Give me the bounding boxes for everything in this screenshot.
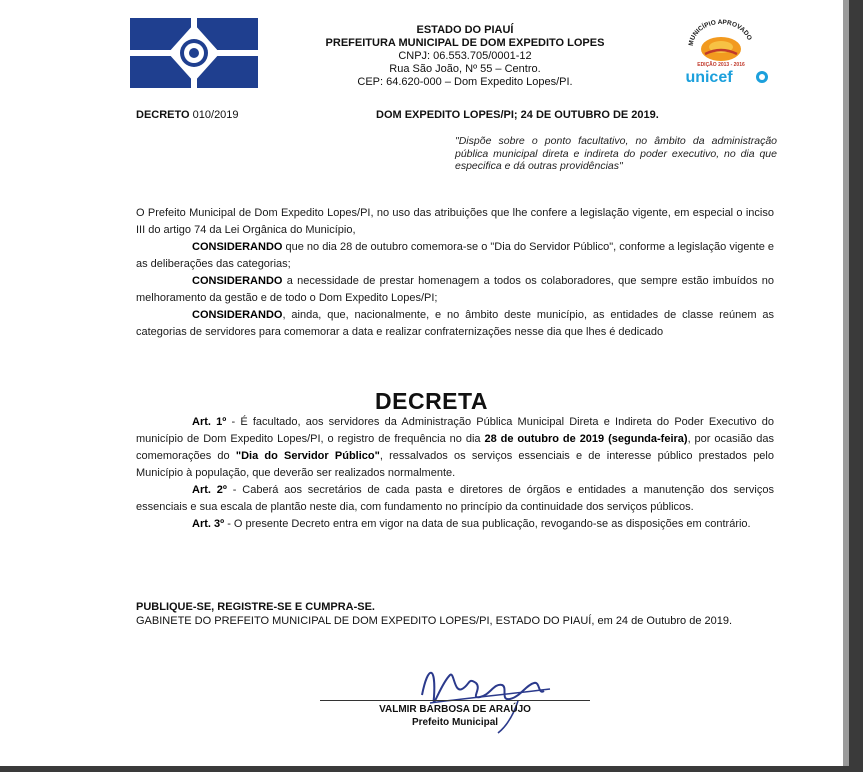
signer-block xyxy=(320,703,590,729)
decree-place-date: DOM EXPEDITO LOPES/PI; 24 DE OUTUBRO DE 2019. xyxy=(376,109,659,121)
closing xyxy=(136,600,776,628)
considerando-3-text: , ainda, que, nacionalmente, e no âmbito deste município, as entidades de classe reúnem as categorias de servidores para comemorar a data e realizar confraternizações nesse dia que lhes é dedicado xyxy=(136,309,774,338)
article-1-text-b: , por ocasião das comemorações do xyxy=(136,433,774,462)
considerando-label: CONSIDERANDO xyxy=(192,275,283,287)
article-1-text-c: , ressalvados os serviços essenciais e de interesse público prestados pelo Município à população, que deverão ser realizados normalmente. xyxy=(136,450,774,479)
unicef-wordmark: unicef xyxy=(685,69,733,86)
cnpj: CNPJ: 06.553.705/0001-12 xyxy=(398,50,532,62)
decree-title: DECRETA xyxy=(375,388,488,414)
decree-label: DECRETO xyxy=(136,109,190,121)
article-3-label: Art. 3º xyxy=(192,518,225,530)
publish-line: PUBLIQUE-SE, REGISTRE-SE E CUMPRA-SE. xyxy=(136,601,375,613)
article-1-text-a: - É facultado, aos servidores da Administração Pública Municipal Direta e Indireta do Poder Executivo do município de Dom Expedito Lopes/PI, o registro de frequência no dia xyxy=(136,416,775,445)
considerando-2 xyxy=(136,273,774,307)
decree-summary: "Dispõe sobre o ponto facultativo, no âmbito da administração pública municipal direta e indireta do poder executivo, no dia que especifica e dá outras providências" xyxy=(455,135,777,172)
viewer-edge-right xyxy=(849,0,863,772)
considerando-2-text: a necessidade de prestar homenagem a todos os colaboradores, que sempre estão imbuídos no melhoramento da gestão e de todo o Dom Expedito Lopes/PI; xyxy=(136,275,774,304)
article-3 xyxy=(136,516,774,533)
preamble-intro: O Prefeito Municipal de Dom Expedito Lopes/PI, no uso das atribuições que lhe confere a legislação vigente, em especial o inciso III do artigo 74 da Lei Orgânica do Município, xyxy=(136,207,774,236)
considerando-label: CONSIDERANDO xyxy=(192,241,283,253)
letterhead xyxy=(270,24,660,89)
article-2-text: - Caberá aos secretários de cada pasta e diretores de órgãos e entidades a manutenção dos serviços essenciais e sua escala de plantão neste dia, com fundamento no princípio da continuidade dos serviços públicos. xyxy=(136,484,774,513)
articles xyxy=(136,414,774,533)
considerando-3 xyxy=(136,307,774,341)
considerando-1 xyxy=(136,239,774,273)
seal-arc-text: MUNICÍPIO APROVADO xyxy=(687,18,753,47)
office-line: GABINETE DO PREFEITO MUNICIPAL DE DOM EXPEDITO LOPES/PI, ESTADO DO PIAUÍ, em 24 de Outubro de 2019. xyxy=(136,615,733,627)
considerando-1-text: que no dia 28 de outubro comemora-se o "Dia do Servidor Público", conforme a legislação vigente e as deliberações das categorias; xyxy=(136,241,774,270)
article-1 xyxy=(136,414,774,482)
cep: CEP: 64.620-000 – Dom Expedito Lopes/PI. xyxy=(357,76,573,88)
preamble xyxy=(136,205,774,341)
signature-line xyxy=(320,700,590,701)
article-3-text: - O presente Decreto entra em vigor na data de sua publicação, revogando-se as disposições em contrário. xyxy=(224,518,751,530)
decree-number-value: 010/2019 xyxy=(192,109,239,121)
signer-role: Prefeito Municipal xyxy=(411,717,499,728)
municipal-flag-logo xyxy=(130,18,258,88)
seal-edition: EDIÇÃO 2013 - 2016 xyxy=(697,62,745,68)
decree-number xyxy=(136,109,239,121)
municipality-name: PREFEITURA MUNICIPAL DE DOM EXPEDITO LOPES xyxy=(325,37,605,49)
viewer-edge-bottom xyxy=(0,766,863,772)
considerando-label: CONSIDERANDO xyxy=(192,309,283,321)
article-2-label: Art. 2º xyxy=(192,484,227,496)
signer-name: VALMIR BARBOSA DE ARAÚJO xyxy=(379,704,531,715)
state-name: ESTADO DO PIAUÍ xyxy=(416,24,514,36)
article-1-day: "Dia do Servidor Público" xyxy=(235,450,380,462)
article-1-label: Art. 1º xyxy=(192,416,227,428)
article-2 xyxy=(136,482,774,516)
address: Rua São João, Nº 55 – Centro. xyxy=(389,63,541,75)
article-1-date: 28 de outubro de 2019 (segunda-feira) xyxy=(484,433,688,445)
unicef-seal-logo xyxy=(663,16,775,88)
